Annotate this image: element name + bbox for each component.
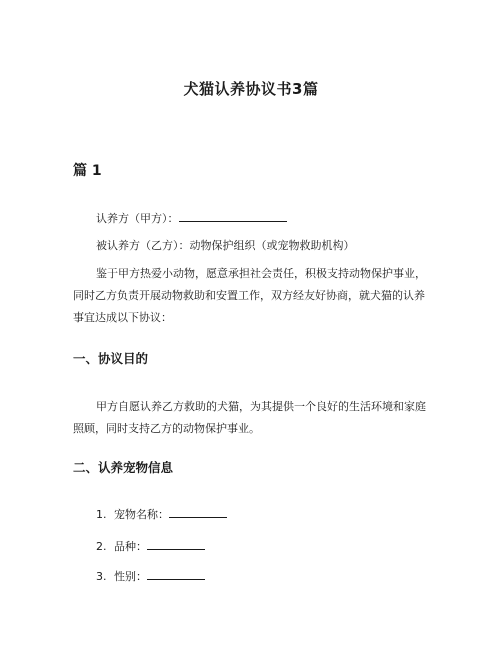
party-b-line: 被认养方（乙方）：动物保护组织（或宠物救助机构）: [96, 239, 355, 252]
pet-field-name: 1. 宠物名称：: [96, 506, 227, 522]
document-title: 犬猫认养协议书3篇: [183, 80, 319, 98]
pet-breed-blank: [147, 538, 205, 550]
pet-field-gender: 3. 性别：: [96, 568, 205, 584]
pet-gender-blank: [147, 568, 205, 580]
party-a-line: [96, 210, 287, 226]
pet-name-blank: [169, 506, 227, 518]
clause1-paragraph: 甲方自愿认养乙方救助的犬猫，为其提供一个良好的生活环境和家庭照顾，同时支持乙方的动物保护事业。: [73, 400, 426, 435]
party-a-label: 认养方（甲方）：: [96, 212, 179, 225]
party-a-blank: [179, 210, 287, 222]
clause2-heading: 二、认养宠物信息: [73, 460, 174, 475]
section-heading: 篇 1: [73, 163, 102, 179]
pet-field-breed: 2. 品种：: [96, 538, 205, 554]
intro-paragraph: 鉴于甲方热爱小动物，愿意承担社会责任，积极支持动物保护事业，同时乙方负责开展动物救助和安置工作，双方经友好协商，就犬猫的认养事宜达成以下协议：: [73, 267, 426, 324]
clause1-heading: 一、协议目的: [73, 351, 149, 366]
